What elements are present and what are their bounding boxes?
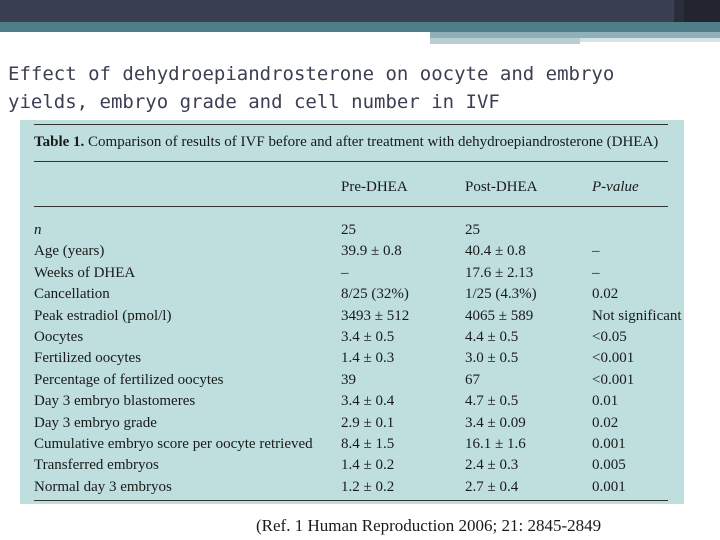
p-value-cell: <0.001 bbox=[592, 350, 635, 367]
p-value-cell: 0.01 bbox=[592, 393, 619, 410]
pre-dhea-cell: 3493 ± 512 bbox=[341, 307, 410, 324]
slide-title bbox=[8, 60, 708, 116]
p-value-cell: 0.005 bbox=[592, 457, 626, 474]
post-dhea-cell: 67 bbox=[465, 371, 480, 388]
row-label: Cumulative embryo score per oocyte retrieved bbox=[34, 436, 313, 452]
post-dhea-cell: 2.4 ± 0.3 bbox=[465, 457, 519, 474]
pre-dhea-cell: 8.4 ± 1.5 bbox=[341, 436, 395, 452]
pre-dhea-cell: 1.4 ± 0.3 bbox=[341, 350, 395, 367]
table-caption-label: Table 1. bbox=[34, 134, 85, 150]
row-label: Age (years) bbox=[34, 243, 105, 260]
table-header-rule bbox=[34, 206, 668, 207]
slide-title-line-2: yields, embryo grade and cell number in IVF bbox=[8, 91, 500, 113]
row-label: Day 3 embryo blastomeres bbox=[34, 393, 196, 410]
post-dhea-cell: 3.4 ± 0.09 bbox=[465, 414, 526, 431]
p-value-cell: – bbox=[592, 264, 600, 281]
pre-dhea-cell: 1.4 ± 0.2 bbox=[341, 457, 395, 474]
row-label: Fertilized oocytes bbox=[34, 350, 142, 367]
pre-dhea-cell: 39.9 ± 0.8 bbox=[341, 243, 402, 260]
post-dhea-cell: 17.6 ± 2.13 bbox=[465, 264, 534, 281]
p-value-cell: 0.02 bbox=[592, 286, 619, 303]
pre-dhea-cell: 3.4 ± 0.4 bbox=[341, 393, 395, 410]
p-value-cell: – bbox=[592, 243, 600, 260]
row-label: Percentage of fertilized oocytes bbox=[34, 371, 224, 388]
table-top-rule bbox=[34, 124, 668, 125]
row-label: Day 3 embryo grade bbox=[34, 414, 157, 431]
post-dhea-cell: 25 bbox=[465, 222, 480, 238]
pre-dhea-cell: 25 bbox=[341, 222, 356, 238]
slide-title-line-1: Effect of dehydroepiandrosterone on oocyte and embryo bbox=[8, 63, 615, 85]
accent-stripe-lightest bbox=[580, 38, 720, 42]
row-label: Transferred embryos bbox=[34, 457, 159, 474]
pre-dhea-cell: 8/25 (32%) bbox=[341, 286, 409, 303]
accent-stripe bbox=[0, 22, 720, 32]
column-header-post-dhea: Post-DHEA bbox=[465, 179, 538, 195]
pre-dhea-cell: 3.4 ± 0.5 bbox=[341, 329, 395, 345]
table-caption-rule bbox=[34, 161, 668, 162]
row-label: n bbox=[34, 222, 42, 238]
row-label: Weeks of DHEA bbox=[34, 264, 136, 281]
accent-stripe-lighter bbox=[430, 38, 580, 44]
row-label: Cancellation bbox=[34, 286, 110, 303]
p-value-cell: Not significant bbox=[592, 307, 682, 324]
post-dhea-cell: 3.0 ± 0.5 bbox=[465, 350, 519, 367]
pre-dhea-cell: 1.2 ± 0.2 bbox=[341, 478, 395, 495]
post-dhea-cell: 4.4 ± 0.5 bbox=[465, 329, 519, 345]
post-dhea-cell: 2.7 ± 0.4 bbox=[465, 478, 519, 495]
top-bar-corner bbox=[684, 0, 720, 22]
post-dhea-cell: 4.7 ± 0.5 bbox=[465, 393, 519, 410]
p-value-cell: 0.001 bbox=[592, 478, 626, 495]
column-header-p-value: P-value bbox=[592, 179, 639, 195]
table-bottom-rule bbox=[34, 500, 668, 501]
top-bar bbox=[0, 0, 720, 22]
p-value-cell: 0.001 bbox=[592, 436, 626, 452]
pre-dhea-cell: 2.9 ± 0.1 bbox=[341, 414, 395, 431]
top-bar-segment bbox=[674, 0, 684, 22]
p-value-cell: 0.02 bbox=[592, 414, 619, 431]
row-label: Peak estradiol (pmol/l) bbox=[34, 307, 172, 324]
post-dhea-cell: 16.1 ± 1.6 bbox=[465, 436, 526, 452]
p-value-cell: <0.001 bbox=[592, 371, 635, 388]
table-caption-text: Comparison of results of IVF before and after treatment with dehydroepiandrosterone (DHEA) bbox=[88, 134, 659, 150]
post-dhea-cell: 1/25 (4.3%) bbox=[465, 286, 537, 303]
row-label: Oocytes bbox=[34, 329, 84, 345]
post-dhea-cell: 4065 ± 589 bbox=[465, 307, 534, 324]
pre-dhea-cell: 39 bbox=[341, 371, 356, 388]
post-dhea-cell: 40.4 ± 0.8 bbox=[465, 243, 526, 260]
reference-citation: (Ref. 1 Human Reproduction 2006; 21: 2845-2849 bbox=[256, 516, 602, 535]
column-header-pre-dhea: Pre-DHEA bbox=[341, 179, 408, 195]
table-image bbox=[20, 120, 684, 504]
row-label: Normal day 3 embryos bbox=[34, 478, 172, 495]
p-value-cell: <0.05 bbox=[592, 329, 627, 345]
table-caption bbox=[34, 132, 658, 152]
pre-dhea-cell: – bbox=[341, 264, 349, 281]
